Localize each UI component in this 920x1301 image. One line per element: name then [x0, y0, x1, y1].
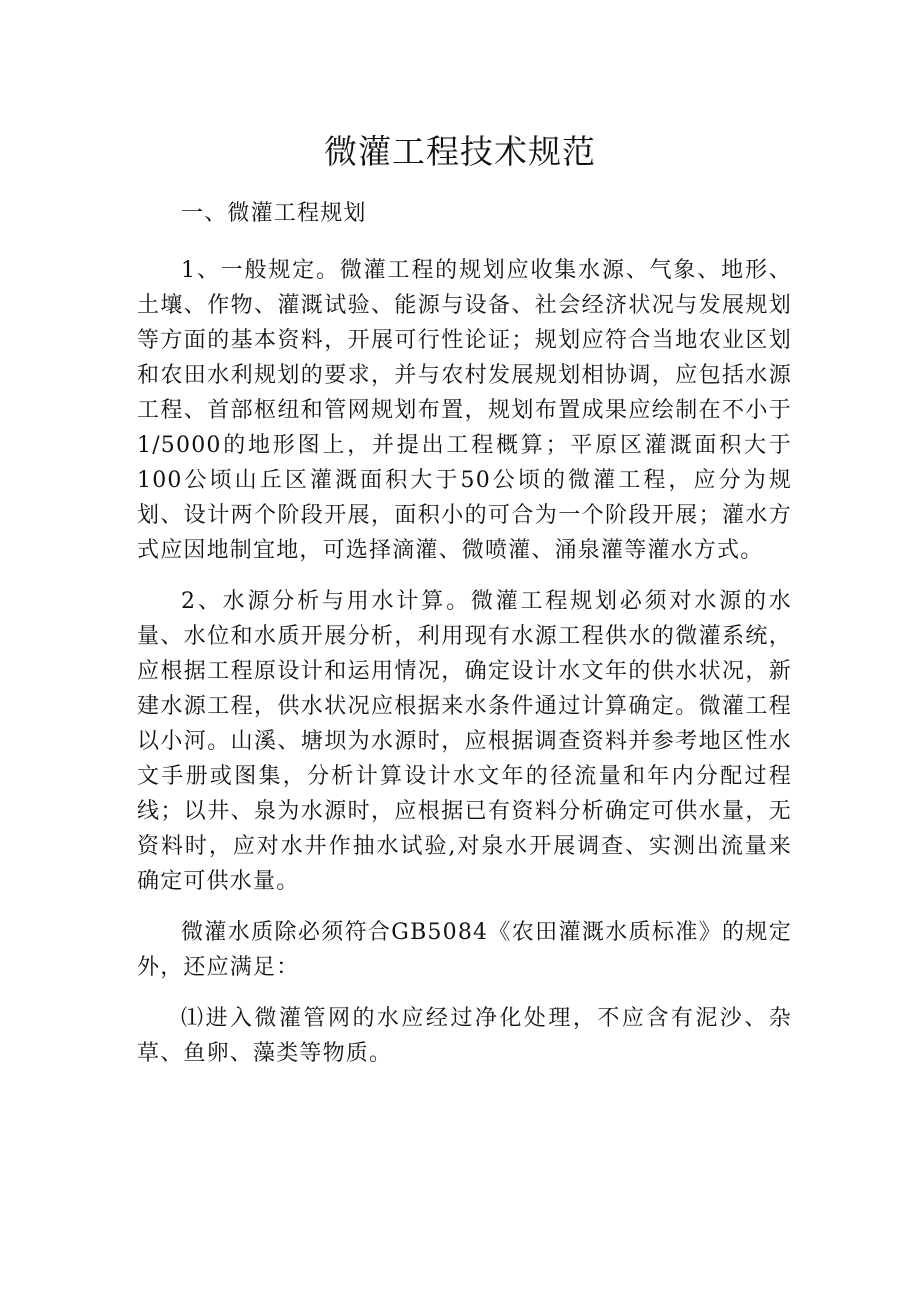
paragraph-quality-item-1: ⑴进入微灌管网的水应经过净化处理，不应含有泥沙、杂草、鱼卵、藻类等物质。 — [137, 1006, 792, 1066]
section-heading: 一、微灌工程规划 — [181, 201, 367, 226]
paragraph-water-quality: 微灌水质除必须符合GB5084《农田灌溉水质标准》的规定外，还应满足： — [137, 920, 792, 980]
document-title: 微灌工程技术规范 — [324, 132, 596, 171]
paragraph-water-source-analysis: 2、水源分析与用水计算。微灌工程规划必须对水源的水量、水位和水质开展分析，利用现有水源工程供水的微灌系统，应根据工程原设计和运用情况，确定设计水文年的供水状况，新建水源工程，供水状况应根据来水条件通过计算确定。微灌工程以小河。山溪、塘坝为水源时，应根据调查资料并参考地区性水文手册或图集，分析计算设计水文年的径流量和年内分配过程线；以井、泉为水源时，应根据已有资料分析确定可供水量，无资料时，应对水井作抽水试验,对泉水开展调查、实测出流量来确定可供水量。 — [137, 589, 792, 894]
document-body — [137, 196, 792, 1087]
paragraph-general-provisions: 1、一般规定。微灌工程的规划应收集水源、气象、地形、土壤、作物、灌溉试验、能源与设备、社会经济状况与发展规划等方面的基本资料，开展可行性论证；规划应符合当地农业区划和农田水利规划的要求，并与农村发展规划相协调，应包括水源工程、首部枢纽和管网规划布置，规划布置成果应绘制在不小于1/5000的地形图上，并提出工程概算；平原区灌溉面积大于100公顷山丘区灌溉面积大于50公顷的微灌工程，应分为规划、设计两个阶段开展，面积小的可合为一个阶段开展；灌水方式应因地制宜地，可选择滴灌、微喷灌、涌泉灌等灌水方式。 — [137, 258, 792, 563]
